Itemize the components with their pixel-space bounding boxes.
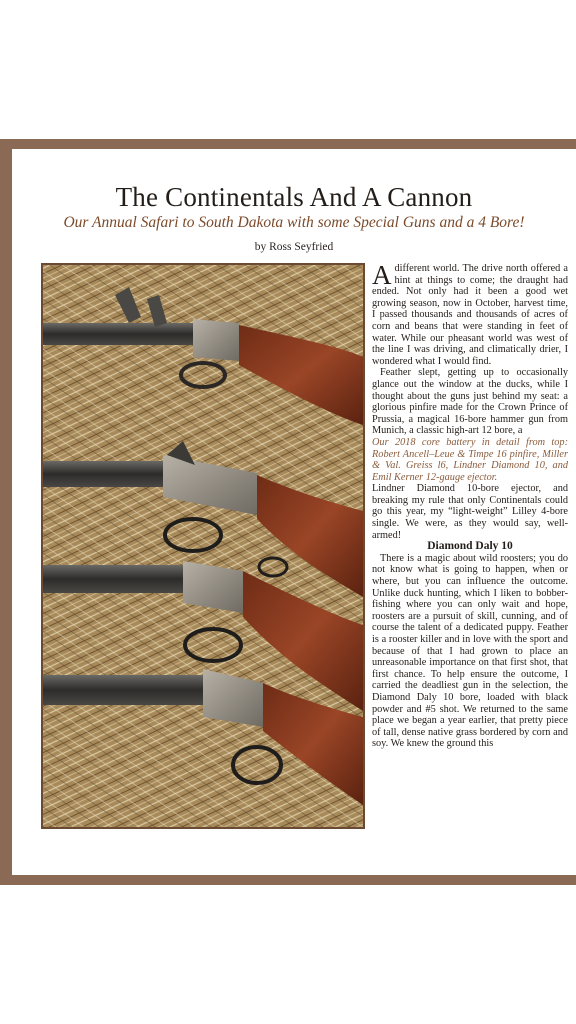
paragraph-1-text: different world. The drive north offered a hint at things to come; the draught had ended. Not only had it been a good wet growing season, now in October, harvest time, I passed thousands and thousands of acres of corn and beans that were standing in feet of water. While our pheasant world was west of the line I was driving, and climatically drier, I wondered what I would find.: [372, 263, 568, 367]
paragraph-1: [372, 260, 568, 367]
section-heading: Diamond Daly 10: [427, 540, 513, 553]
page-frame: [0, 139, 576, 885]
paragraph-3: Lindner Diamond 10-bore ejector, and breaking my rule that only Continentals could go this year, my “light-weight” Lilley 4-bore single. We were, as they would say, well-armed!: [372, 483, 568, 541]
photo-caption: Our 2018 core battery in detail from top: Robert Ancell–Leue & Timpe 16 pinfire, Miller & Val. Greiss l6, Lindner Diamond 10, and Emil Kerner 12-gauge ejector.: [372, 436, 568, 483]
magazine-page: [12, 149, 576, 875]
article-subtitle: Our Annual Safari to South Dakota with some Special Guns and a 4 Bore!: [63, 214, 525, 231]
shotguns-illustration: [43, 265, 363, 827]
paragraph-2: Feather slept, getting up to occasionally glance out the window at the ducks, while I thought about the guns just behind my seat: a glorious pinfire made for the Crown Prince of Prussia, a magical 16-bore hammer gun from Munich, a classic high-art 12 bore, a: [372, 367, 568, 437]
article-column: [372, 260, 568, 833]
paragraph-4: There is a magic about wild roosters; you do not know what is going to happen, when or where, but you can influence the outcome. Unlike duck hunting, which I liken to bobber-fishing where you can only wait and hope, roosters are a pursuit of skill, cunning, and of course the talent of a dedicated puppy. Feather is a rooster killer and in love with the sport and because of that I had grown to place an unreasonable importance on that first shot, that first chance. To help ensure the outcome, I carried the deadliest gun in the selection, the Diamond Daly 10 bore, loaded with black powder and #5 shot. We returned to the same place we began a year earlier, that pretty piece of tall, dense native grass bordered by corn and soy. We knew the ground this: [372, 552, 568, 750]
drop-cap: A: [372, 260, 392, 290]
article-byline: by Ross Seyfried: [254, 241, 334, 253]
shotguns-photo: [41, 263, 365, 829]
article-title: The Continentals And A Cannon: [115, 182, 473, 212]
